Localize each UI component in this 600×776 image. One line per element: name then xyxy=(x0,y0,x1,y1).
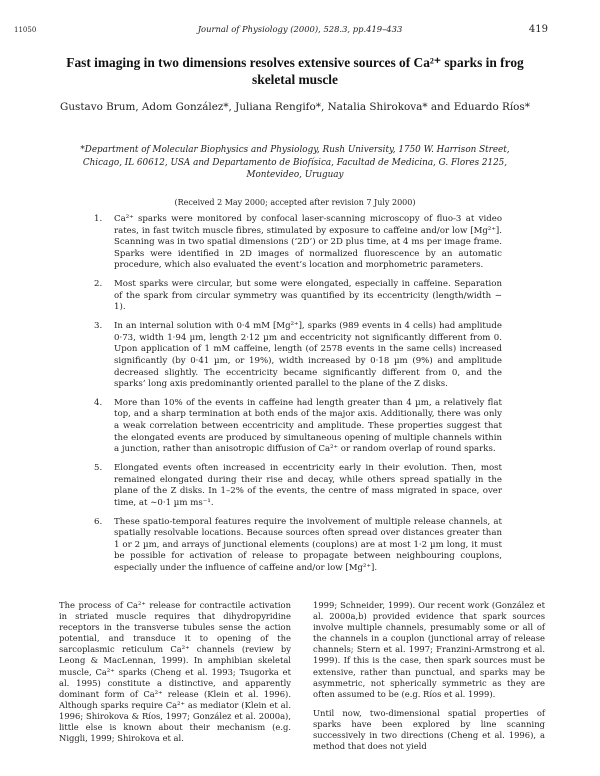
abstract-item-number: 5. xyxy=(94,463,103,474)
abstract-item xyxy=(94,463,502,509)
abstract-item xyxy=(94,517,502,575)
abstract-item-number: 2. xyxy=(94,279,103,290)
page-number: 419 xyxy=(528,24,548,35)
abstract-item-number: 4. xyxy=(94,397,103,408)
abstract-item-number: 1. xyxy=(94,214,103,224)
article-title: Fast imaging in two dimensions resolves extensive sources of Ca²⁺ sparks in frog skeletal muscle xyxy=(66,55,524,87)
received-date: (Received 2 May 2000; accepted after revision 7 July 2000) xyxy=(174,198,416,207)
affiliation: *Department of Molecular Biophysics and Physiology, Rush University, 1750 W. Harrison Street, Chicago, IL 60612, USA and Departamento de Biofísica, Facultad de Medicina, G. Flores 2125, Montevideo, Uruguay xyxy=(80,145,510,180)
body-paragraph: The process of Ca²⁺ release for contractile activation in striated muscle requires that dihydropyridine receptors in the transverse tubules sense the action potential, and transduce it to opening of the sarcoplasmic reticulum Ca²⁺ channels (review by Leong & MacLennan, 1999). In amphibian skeletal muscle, Ca²⁺ sparks (Cheng et al. 1993; Tsugorka et al. 1995) constitute a distinctive, and apparently dominant form of Ca²⁺ release (Klein et al. 1996). Although sparks require Ca²⁺ as mediator (Klein et al. 1996; Shirokova & Ríos, 1997; González et al. 2000a), little else is known about their mechanism (e.g. Niggli, 1999; Shirokova et al. xyxy=(59,600,291,744)
abstract-item-text: In an internal solution with 0·4 mM [Mg²⁺], sparks (989 events in 4 cells) had amplitude 0·73, width 1·94 µm, length 2·12 µm and eccentricity not significantly different from 0. Upon application of 1 mM caffeine, length (of 2578 events in the same cells) increased significantly (by 0·41 µm, or 19%), width increased by 0·18 µm (9%) and amplitude decreased slightly. The eccentricity became significantly different from 0, and the sparks’ long axis predominantly oriented parallel to the plane of the Z disks. xyxy=(114,321,502,390)
abstract xyxy=(94,214,502,582)
abstract-item-text: Elongated events often increased in eccentricity early in their evolution. Then, most remained elongated during their rise and decay, while others spread spatially in the plane of the Z disks. In 1–2% of the events, the centre of mass migrated in space, over time, at ∼0·1 µm ms⁻¹. xyxy=(114,463,502,508)
abstract-item xyxy=(94,279,502,314)
abstract-item xyxy=(94,398,502,456)
body-paragraph: Until now, two-dimensional spatial properties of sparks have been explored by line scanning successively in two directions (Cheng et al. 1996), a method that does not yield xyxy=(313,707,545,752)
body-paragraph: 1999; Schneider, 1999). Our recent work (González et al. 2000a,b) provided evidence that spark sources involve multiple channels, presumably some or all of the channels in a couplon (junctional array of release channels; Stern et al. 1997; Franzini-Armstrong et al. 1999). If this is the case, then spark sources must be extensive, rather than punctual, and sparks may be asymmetric, not spherically symmetric as they are often assumed to be (e.g. Ríos et al. 1999). xyxy=(313,600,545,699)
abstract-item-text: Ca²⁺ sparks were monitored by confocal laser-scanning microscopy of fluo-3 at video rates, in fast twitch muscle fibres, stimulated by exposure to caffeine and/or low [Mg²⁺]. Scanning was in two spatial dimensions (‘2D’) or 2D plus time, at 4 ms per image frame. Sparks were identified in 2D images of normalized fluorescence by an automatic procedure, which also evaluated the event’s location and morphometric parameters. xyxy=(114,214,502,271)
abstract-item xyxy=(94,321,502,391)
abstract-item-number: 6. xyxy=(94,516,103,527)
author-list: Gustavo Brum, Adom González*, Juliana Rengifo*, Natalia Shirokova* and Eduardo Ríos* xyxy=(60,101,530,113)
body-column-left xyxy=(59,600,291,744)
page-code: 11050 xyxy=(14,26,37,34)
abstract-item xyxy=(94,214,502,272)
body-column-right xyxy=(313,600,545,760)
abstract-item-number: 3. xyxy=(94,321,103,332)
running-header: Journal of Physiology (2000), 528.3, pp.419–433 xyxy=(197,24,403,34)
abstract-item-text: Most sparks were circular, but some were elongated, especially in caffeine. Separation of the spark from circular symmetry was quantified by its eccentricity (length/width − 1). xyxy=(114,279,502,313)
abstract-item-text: These spatio-temporal features require the involvement of multiple release channels, at spatially resolvable locations. Because sources often spread over distances greater than 1 or 2 µm, and arrays of junctional elements (couplons) are at most 1·2 µm long, it must be possible for activation of release to propagate between neighbouring couplons, especially under the influence of caffeine and/or low [Mg²⁺]. xyxy=(114,516,502,573)
abstract-item-text: More than 10% of the events in caffeine had length greater than 4 µm, a relatively flat top, and a sharp termination at both ends of the major axis. Additionally, there was only a weak correlation between eccentricity and amplitude. These properties suggest that the elongated events are produced by simultaneous opening of multiple channels within a junction, rather than anisotropic diffusion of Ca²⁺ or random overlap of round sparks. xyxy=(114,397,502,455)
